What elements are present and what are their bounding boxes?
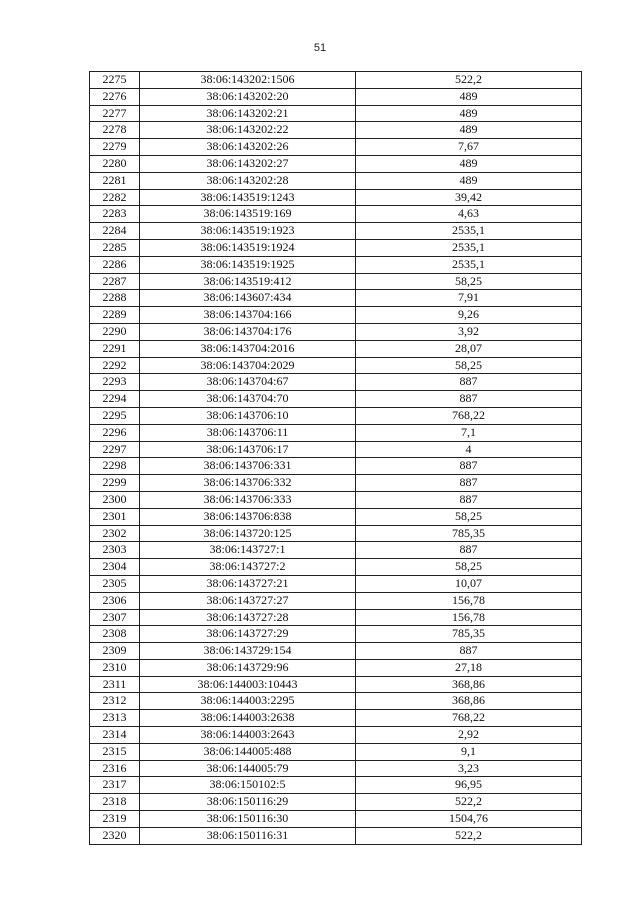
value-cell: 4,63 xyxy=(356,206,582,223)
row-number-cell: 2282 xyxy=(90,189,140,206)
value-cell: 887 xyxy=(356,643,582,660)
table-row xyxy=(90,592,582,609)
cadastral-number-cell: 38:06:143706:332 xyxy=(140,475,356,492)
row-number-cell: 2307 xyxy=(90,609,140,626)
cadastral-number-cell: 38:06:143202:20 xyxy=(140,88,356,105)
value-cell: 368,86 xyxy=(356,693,582,710)
row-number-cell: 2303 xyxy=(90,542,140,559)
cadastral-number-cell: 38:06:150116:31 xyxy=(140,827,356,844)
value-cell: 1504,76 xyxy=(356,811,582,828)
value-cell: 887 xyxy=(356,374,582,391)
row-number-cell: 2281 xyxy=(90,172,140,189)
value-cell: 368,86 xyxy=(356,676,582,693)
row-number-cell: 2286 xyxy=(90,256,140,273)
table-row xyxy=(90,575,582,592)
row-number-cell: 2280 xyxy=(90,155,140,172)
row-number-cell: 2287 xyxy=(90,273,140,290)
table-row xyxy=(90,374,582,391)
row-number-cell: 2316 xyxy=(90,760,140,777)
value-cell: 4 xyxy=(356,441,582,458)
cadastral-number-cell: 38:06:143519:169 xyxy=(140,206,356,223)
table-row xyxy=(90,340,582,357)
value-cell: 489 xyxy=(356,155,582,172)
value-cell: 3,92 xyxy=(356,323,582,340)
table-row xyxy=(90,88,582,105)
cadastral-number-cell: 38:06:143704:166 xyxy=(140,307,356,324)
cadastral-number-cell: 38:06:143202:22 xyxy=(140,122,356,139)
row-number-cell: 2312 xyxy=(90,693,140,710)
row-number-cell: 2284 xyxy=(90,223,140,240)
row-number-cell: 2310 xyxy=(90,659,140,676)
cadastral-number-cell: 38:06:143727:29 xyxy=(140,626,356,643)
value-cell: 58,25 xyxy=(356,357,582,374)
cadastral-number-cell: 38:06:143706:333 xyxy=(140,491,356,508)
cadastral-number-cell: 38:06:143727:27 xyxy=(140,592,356,609)
page-number: 51 xyxy=(313,42,327,54)
cadastral-number-cell: 38:06:143202:1506 xyxy=(140,72,356,89)
value-cell: 887 xyxy=(356,491,582,508)
table-row xyxy=(90,239,582,256)
table-row xyxy=(90,357,582,374)
cadastral-number-cell: 38:06:143202:28 xyxy=(140,172,356,189)
row-number-cell: 2294 xyxy=(90,391,140,408)
cadastral-number-cell: 38:06:143607:434 xyxy=(140,290,356,307)
row-number-cell: 2308 xyxy=(90,626,140,643)
table-row xyxy=(90,727,582,744)
table-row xyxy=(90,206,582,223)
table-row xyxy=(90,659,582,676)
value-cell: 522,2 xyxy=(356,72,582,89)
row-number-cell: 2293 xyxy=(90,374,140,391)
cadastral-number-cell: 38:06:143729:96 xyxy=(140,659,356,676)
row-number-cell: 2299 xyxy=(90,475,140,492)
value-cell: 887 xyxy=(356,458,582,475)
cadastral-number-cell: 38:06:143727:21 xyxy=(140,575,356,592)
table-row xyxy=(90,172,582,189)
cadastral-number-cell: 38:06:143706:10 xyxy=(140,407,356,424)
table-row xyxy=(90,626,582,643)
cadastral-number-cell: 38:06:143704:70 xyxy=(140,391,356,408)
table-row xyxy=(90,72,582,89)
cadastral-number-cell: 38:06:143727:2 xyxy=(140,559,356,576)
table-row xyxy=(90,155,582,172)
value-cell: 887 xyxy=(356,391,582,408)
row-number-cell: 2276 xyxy=(90,88,140,105)
row-number-cell: 2305 xyxy=(90,575,140,592)
value-cell: 785,35 xyxy=(356,626,582,643)
table-row xyxy=(90,777,582,794)
row-number-cell: 2279 xyxy=(90,139,140,156)
value-cell: 96,95 xyxy=(356,777,582,794)
row-number-cell: 2314 xyxy=(90,727,140,744)
cadastral-number-cell: 38:06:143519:1243 xyxy=(140,189,356,206)
row-number-cell: 2313 xyxy=(90,710,140,727)
cadastral-number-cell: 38:06:143202:21 xyxy=(140,105,356,122)
table-row xyxy=(90,559,582,576)
value-cell: 522,2 xyxy=(356,827,582,844)
cadastral-number-cell: 38:06:143519:1924 xyxy=(140,239,356,256)
table-row xyxy=(90,256,582,273)
table-row xyxy=(90,542,582,559)
value-cell: 489 xyxy=(356,122,582,139)
table-row xyxy=(90,273,582,290)
table-row xyxy=(90,508,582,525)
cadastral-number-cell: 38:06:150116:30 xyxy=(140,811,356,828)
value-cell: 768,22 xyxy=(356,710,582,727)
cadastral-number-cell: 38:06:143727:1 xyxy=(140,542,356,559)
value-cell: 489 xyxy=(356,172,582,189)
table-body xyxy=(90,72,582,845)
cadastral-number-cell: 38:06:143202:26 xyxy=(140,139,356,156)
value-cell: 156,78 xyxy=(356,609,582,626)
value-cell: 58,25 xyxy=(356,559,582,576)
value-cell: 28,07 xyxy=(356,340,582,357)
value-cell: 58,25 xyxy=(356,508,582,525)
table-row xyxy=(90,811,582,828)
row-number-cell: 2300 xyxy=(90,491,140,508)
row-number-cell: 2291 xyxy=(90,340,140,357)
value-cell: 7,1 xyxy=(356,424,582,441)
table-row xyxy=(90,794,582,811)
value-cell: 10,07 xyxy=(356,575,582,592)
cadastral-number-cell: 38:06:144003:2638 xyxy=(140,710,356,727)
cadastral-number-cell: 38:06:143202:27 xyxy=(140,155,356,172)
cadastral-number-cell: 38:06:143519:1923 xyxy=(140,223,356,240)
value-cell: 7,91 xyxy=(356,290,582,307)
value-cell: 27,18 xyxy=(356,659,582,676)
row-number-cell: 2317 xyxy=(90,777,140,794)
value-cell: 7,67 xyxy=(356,139,582,156)
cadastral-number-cell: 38:06:143720:125 xyxy=(140,525,356,542)
value-cell: 9,1 xyxy=(356,743,582,760)
table-row xyxy=(90,441,582,458)
cadastral-number-cell: 38:06:143519:1925 xyxy=(140,256,356,273)
value-cell: 156,78 xyxy=(356,592,582,609)
cadastral-number-cell: 38:06:143706:838 xyxy=(140,508,356,525)
cadastral-number-cell: 38:06:143729:154 xyxy=(140,643,356,660)
cadastral-number-cell: 38:06:144003:2643 xyxy=(140,727,356,744)
table-row xyxy=(90,189,582,206)
value-cell: 2535,1 xyxy=(356,239,582,256)
row-number-cell: 2283 xyxy=(90,206,140,223)
value-cell: 2535,1 xyxy=(356,256,582,273)
cadastral-number-cell: 38:06:144005:488 xyxy=(140,743,356,760)
table-row xyxy=(90,105,582,122)
row-number-cell: 2301 xyxy=(90,508,140,525)
table-row xyxy=(90,407,582,424)
table-row xyxy=(90,424,582,441)
row-number-cell: 2288 xyxy=(90,290,140,307)
cadastral-number-cell: 38:06:143706:17 xyxy=(140,441,356,458)
value-cell: 3,23 xyxy=(356,760,582,777)
cadastral-number-cell: 38:06:143704:2016 xyxy=(140,340,356,357)
row-number-cell: 2275 xyxy=(90,72,140,89)
table-row xyxy=(90,122,582,139)
row-number-cell: 2306 xyxy=(90,592,140,609)
row-number-cell: 2289 xyxy=(90,307,140,324)
table-row xyxy=(90,743,582,760)
cadastral-number-cell: 38:06:150102:5 xyxy=(140,777,356,794)
table-row xyxy=(90,323,582,340)
table-row xyxy=(90,475,582,492)
cadastral-number-cell: 38:06:144003:10443 xyxy=(140,676,356,693)
table-row xyxy=(90,307,582,324)
row-number-cell: 2292 xyxy=(90,357,140,374)
cadastral-number-cell: 38:06:143519:412 xyxy=(140,273,356,290)
table-row xyxy=(90,609,582,626)
row-number-cell: 2309 xyxy=(90,643,140,660)
row-number-cell: 2296 xyxy=(90,424,140,441)
table-row xyxy=(90,290,582,307)
table-row xyxy=(90,525,582,542)
value-cell: 768,22 xyxy=(356,407,582,424)
cadastral-table xyxy=(89,71,582,845)
row-number-cell: 2278 xyxy=(90,122,140,139)
value-cell: 489 xyxy=(356,105,582,122)
value-cell: 39,42 xyxy=(356,189,582,206)
cadastral-number-cell: 38:06:143704:176 xyxy=(140,323,356,340)
table-row xyxy=(90,710,582,727)
row-number-cell: 2311 xyxy=(90,676,140,693)
table-row xyxy=(90,491,582,508)
row-number-cell: 2290 xyxy=(90,323,140,340)
cadastral-number-cell: 38:06:144003:2295 xyxy=(140,693,356,710)
table-row xyxy=(90,643,582,660)
cadastral-number-cell: 38:06:143706:331 xyxy=(140,458,356,475)
row-number-cell: 2318 xyxy=(90,794,140,811)
cadastral-number-cell: 38:06:143704:67 xyxy=(140,374,356,391)
row-number-cell: 2302 xyxy=(90,525,140,542)
value-cell: 887 xyxy=(356,475,582,492)
row-number-cell: 2315 xyxy=(90,743,140,760)
table-row xyxy=(90,760,582,777)
value-cell: 58,25 xyxy=(356,273,582,290)
row-number-cell: 2277 xyxy=(90,105,140,122)
cadastral-number-cell: 38:06:143727:28 xyxy=(140,609,356,626)
value-cell: 489 xyxy=(356,88,582,105)
value-cell: 2,92 xyxy=(356,727,582,744)
cadastral-number-cell: 38:06:150116:29 xyxy=(140,794,356,811)
value-cell: 9,26 xyxy=(356,307,582,324)
value-cell: 522,2 xyxy=(356,794,582,811)
table-row xyxy=(90,391,582,408)
table-row xyxy=(90,223,582,240)
value-cell: 2535,1 xyxy=(356,223,582,240)
cadastral-number-cell: 38:06:143704:2029 xyxy=(140,357,356,374)
row-number-cell: 2295 xyxy=(90,407,140,424)
row-number-cell: 2304 xyxy=(90,559,140,576)
row-number-cell: 2320 xyxy=(90,827,140,844)
table-row xyxy=(90,139,582,156)
row-number-cell: 2297 xyxy=(90,441,140,458)
row-number-cell: 2298 xyxy=(90,458,140,475)
row-number-cell: 2285 xyxy=(90,239,140,256)
value-cell: 785,35 xyxy=(356,525,582,542)
row-number-cell: 2319 xyxy=(90,811,140,828)
cadastral-number-cell: 38:06:144005:79 xyxy=(140,760,356,777)
table-row xyxy=(90,827,582,844)
table-row xyxy=(90,458,582,475)
table-row xyxy=(90,693,582,710)
cadastral-number-cell: 38:06:143706:11 xyxy=(140,424,356,441)
table-row xyxy=(90,676,582,693)
value-cell: 887 xyxy=(356,542,582,559)
